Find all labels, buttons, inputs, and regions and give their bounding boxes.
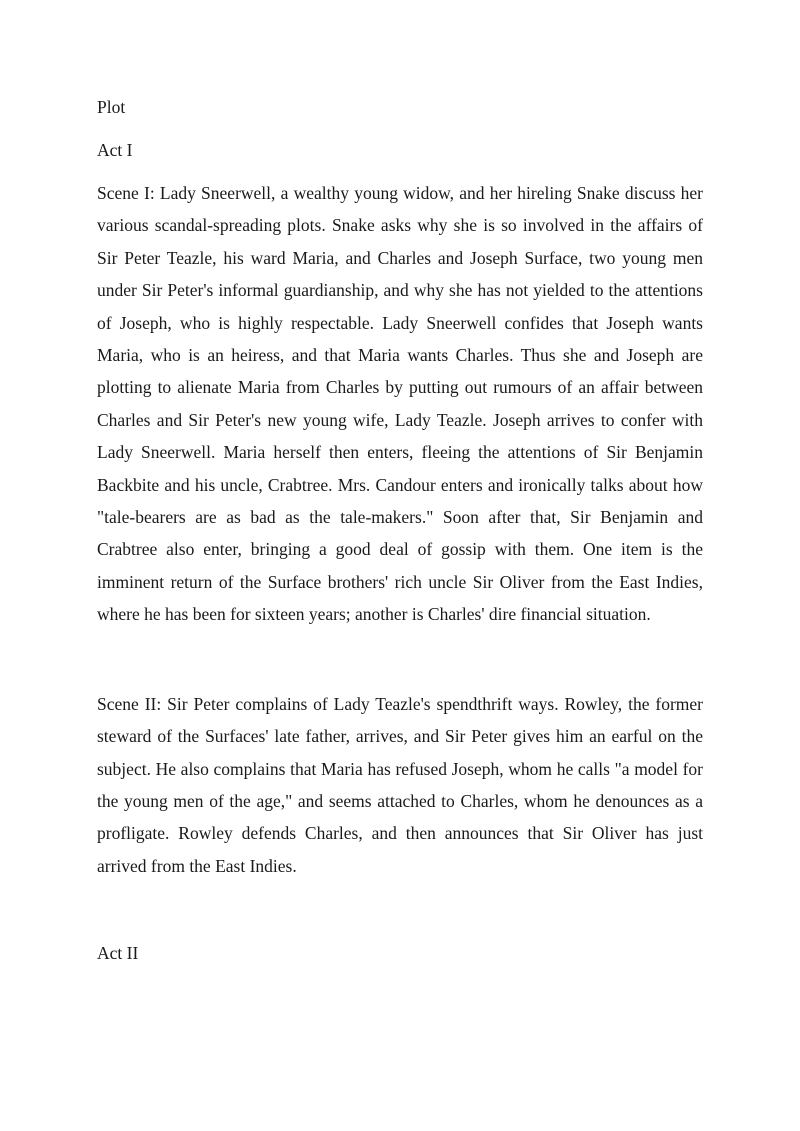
section-heading-act-2: Act II xyxy=(97,943,139,964)
document-page xyxy=(97,96,703,964)
scene-1-paragraph: Scene I: Lady Sneerwell, a wealthy young widow, and her hireling Snake discuss her various scandal-spreading plots. Snake asks why she is so involved in the affairs of Sir Peter Teazle, his ward Maria, and Charles and Joseph Surface, two young men under Sir Peter's informal guardianship, and why she has not yielded to the attentions of Joseph, who is highly respectable. Lady Sneerwell confides that Joseph wants Maria, who is an heiress, and that Maria wants Charles. Thus she and Joseph are plotting to alienate Maria from Charles by putting out rumours of an affair between Charles and Sir Peter's new young wife, Lady Teazle. Joseph arrives to confer with Lady Sneerwell. Maria herself then enters, fleeing the attentions of Sir Benjamin Backbite and his uncle, Crabtree. Mrs. Candour enters and ironically talks about how "tale-bearers are as bad as the tale-makers." Soon after that, Sir Benjamin and Crabtree also enter, bringing a good deal of gossip with them. One item is the imminent return of the Surface brothers' rich uncle Sir Oliver from the East Indies, where he has been for sixteen years; another is Charles' dire financial situation. xyxy=(97,183,703,625)
section-heading-act-1: Act I xyxy=(97,140,133,160)
scene-2-paragraph: Scene II: Sir Peter complains of Lady Teazle's spendthrift ways. Rowley, the former steward of the Surfaces' late father, arrives, and Sir Peter gives him an earful on the subject. He also complains that Maria has refused Joseph, whom he calls "a model for the young men of the age," and seems attached to Charles, whom he denounces as a profligate. Rowley defends Charles, and then announces that Sir Oliver has just arrived from the East Indies. xyxy=(97,693,703,876)
section-heading-plot: Plot xyxy=(97,97,126,117)
